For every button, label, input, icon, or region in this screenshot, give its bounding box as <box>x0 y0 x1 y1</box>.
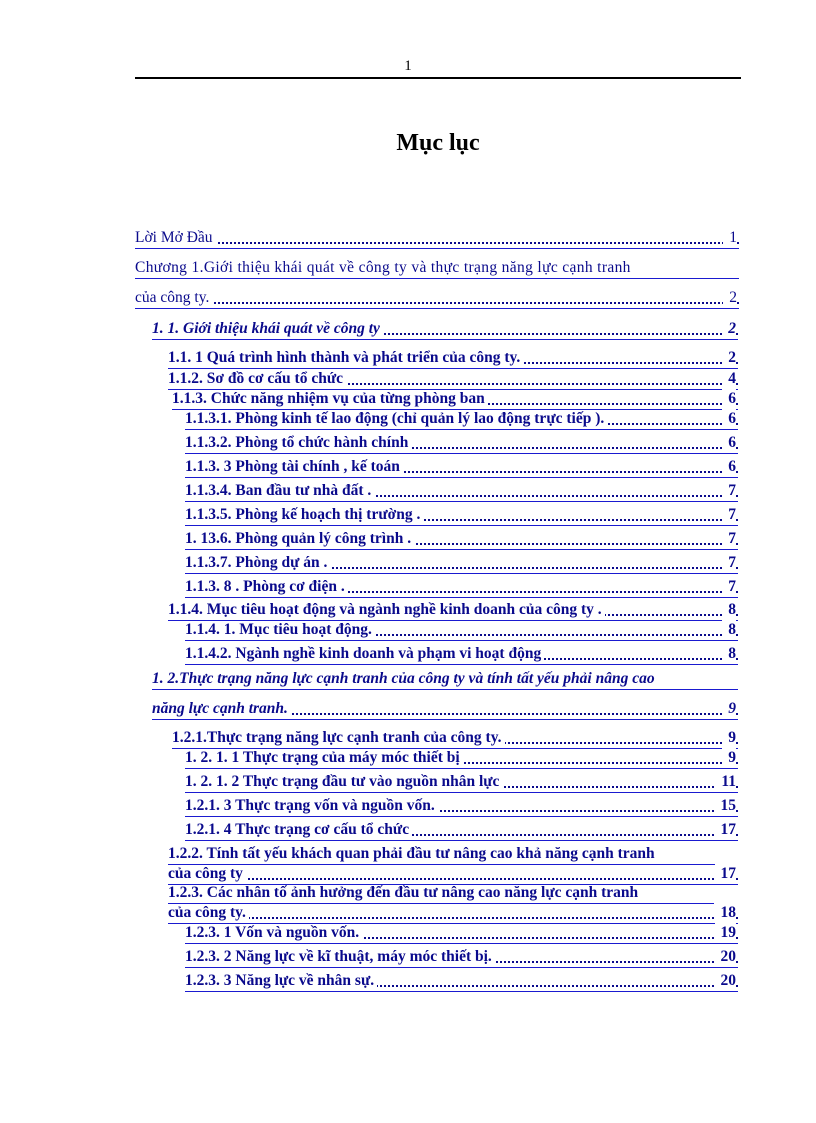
toc-entry-chapter1-line1[interactable]: Chương 1.Giới thiệu khái quát về công ty và thực trạng năng lực cạnh tranh <box>135 258 739 279</box>
toc-entry-1-2-3-line1[interactable]: 1.2.3. Các nhân tố ảnh hưởng đến đầu tư nâng cao năng lực cạnh tranh <box>168 883 714 904</box>
toc-entry-1-2-3-3[interactable]: 1.2.3. 3 Năng lực về nhân sự. 20 <box>185 971 738 992</box>
toc-entry-1-1-3-2[interactable]: 1.1.3.2. Phòng tổ chức hành chính 6 <box>185 433 738 454</box>
toc-entry-1-2-1-1[interactable]: 1. 2. 1. 1 Thực trạng của máy móc thiết bị 9 <box>185 748 738 769</box>
toc-entry-1-2-2-line1[interactable]: 1.2.2. Tính tất yếu khách quan phải đầu tư nâng cao khả năng cạnh tranh <box>168 844 734 865</box>
page-title: Mục lục <box>396 130 480 156</box>
toc-entry-1-2-3-line2[interactable]: của công ty. 18 <box>168 903 738 924</box>
toc-entry-1-1[interactable]: 1. 1. Giới thiệu khái quát về công ty 2 <box>152 319 738 340</box>
toc-entry-1-1-3-4[interactable]: 1.1.3.4. Ban đầu tư nhà đất . 7 <box>185 481 738 502</box>
toc-entry-1-2-1-3[interactable]: 1.2.1. 3 Thực trạng vốn và nguồn vốn. 15 <box>185 796 738 817</box>
toc-entry-1-1-3-8[interactable]: 1.1.3. 8 . Phòng cơ điện . 7 <box>185 577 738 598</box>
toc-entry-1-2-1[interactable]: 1.2.1.Thực trạng năng lực cạnh tranh của công ty. 9 <box>172 728 738 749</box>
toc-entry-1-2-1-4[interactable]: 1.2.1. 4 Thực trạng cơ cấu tổ chức 17 <box>185 820 738 841</box>
toc-entry-1-2-3-2[interactable]: 1.2.3. 2 Năng lực về kĩ thuật, máy móc thiết bị. 20 <box>185 947 738 968</box>
toc-entry-1-1-3-1[interactable]: 1.1.3.1. Phòng kinh tế lao động (chỉ quản lý lao động trực tiếp ). 6 <box>185 409 738 430</box>
toc-entry-1-2-2-line2[interactable]: của công ty 17 <box>168 864 738 885</box>
toc-entry-1-2-1-2[interactable]: 1. 2. 1. 2 Thực trạng đầu tư vào nguồn nhân lực 11 <box>185 772 738 793</box>
toc-entry-1-1-4-2[interactable]: 1.1.4.2. Ngành nghề kinh doanh và phạm vi hoạt động 8 <box>185 644 738 665</box>
page-number: 1 <box>404 58 412 74</box>
toc-entry-1-1-4[interactable]: 1.1.4. Mục tiêu hoạt động và ngành nghề kinh doanh của công ty . 8 <box>168 600 738 621</box>
toc-entry-intro[interactable]: Lời Mở Đầu 1 <box>135 228 739 249</box>
toc-entry-1-1-4-1[interactable]: 1.1.4. 1. Mục tiêu hoạt động. 8 <box>185 620 738 641</box>
toc-entry-1-1-3-7[interactable]: 1.1.3.7. Phòng dự án . 7 <box>185 553 738 574</box>
toc-entry-1-1-3-5[interactable]: 1.1.3.5. Phòng kế hoạch thị trường . 7 <box>185 505 738 526</box>
toc-entry-1-1-3[interactable]: 1.1.3. Chức năng nhiệm vụ của từng phòng ban 6 <box>172 389 738 410</box>
toc-entry-1-1-3-3[interactable]: 1.1.3. 3 Phòng tài chính , kế toán 6 <box>185 457 738 478</box>
toc-entry-1-1-1[interactable]: 1.1. 1 Quá trình hình thành và phát triển của công ty. 2 <box>168 348 738 369</box>
toc-entry-1-2-3-1[interactable]: 1.2.3. 1 Vốn và nguồn vốn. 19 <box>185 923 738 944</box>
toc-entry-1-1-2[interactable]: 1.1.2. Sơ đồ cơ cấu tổ chức 4 <box>168 369 738 390</box>
toc-entry-1-2-line1[interactable]: 1. 2.Thực trạng năng lực cạnh tranh của công ty và tính tất yếu phải nâng cao <box>152 669 738 690</box>
toc-entry-1-1-3-6[interactable]: 1. 13.6. Phòng quản lý công trình . 7 <box>185 529 738 550</box>
toc-entry-chapter1-line2[interactable]: của công ty. 2 <box>135 288 739 309</box>
toc-entry-1-2-line2[interactable]: năng lực cạnh tranh. 9 <box>152 699 738 720</box>
